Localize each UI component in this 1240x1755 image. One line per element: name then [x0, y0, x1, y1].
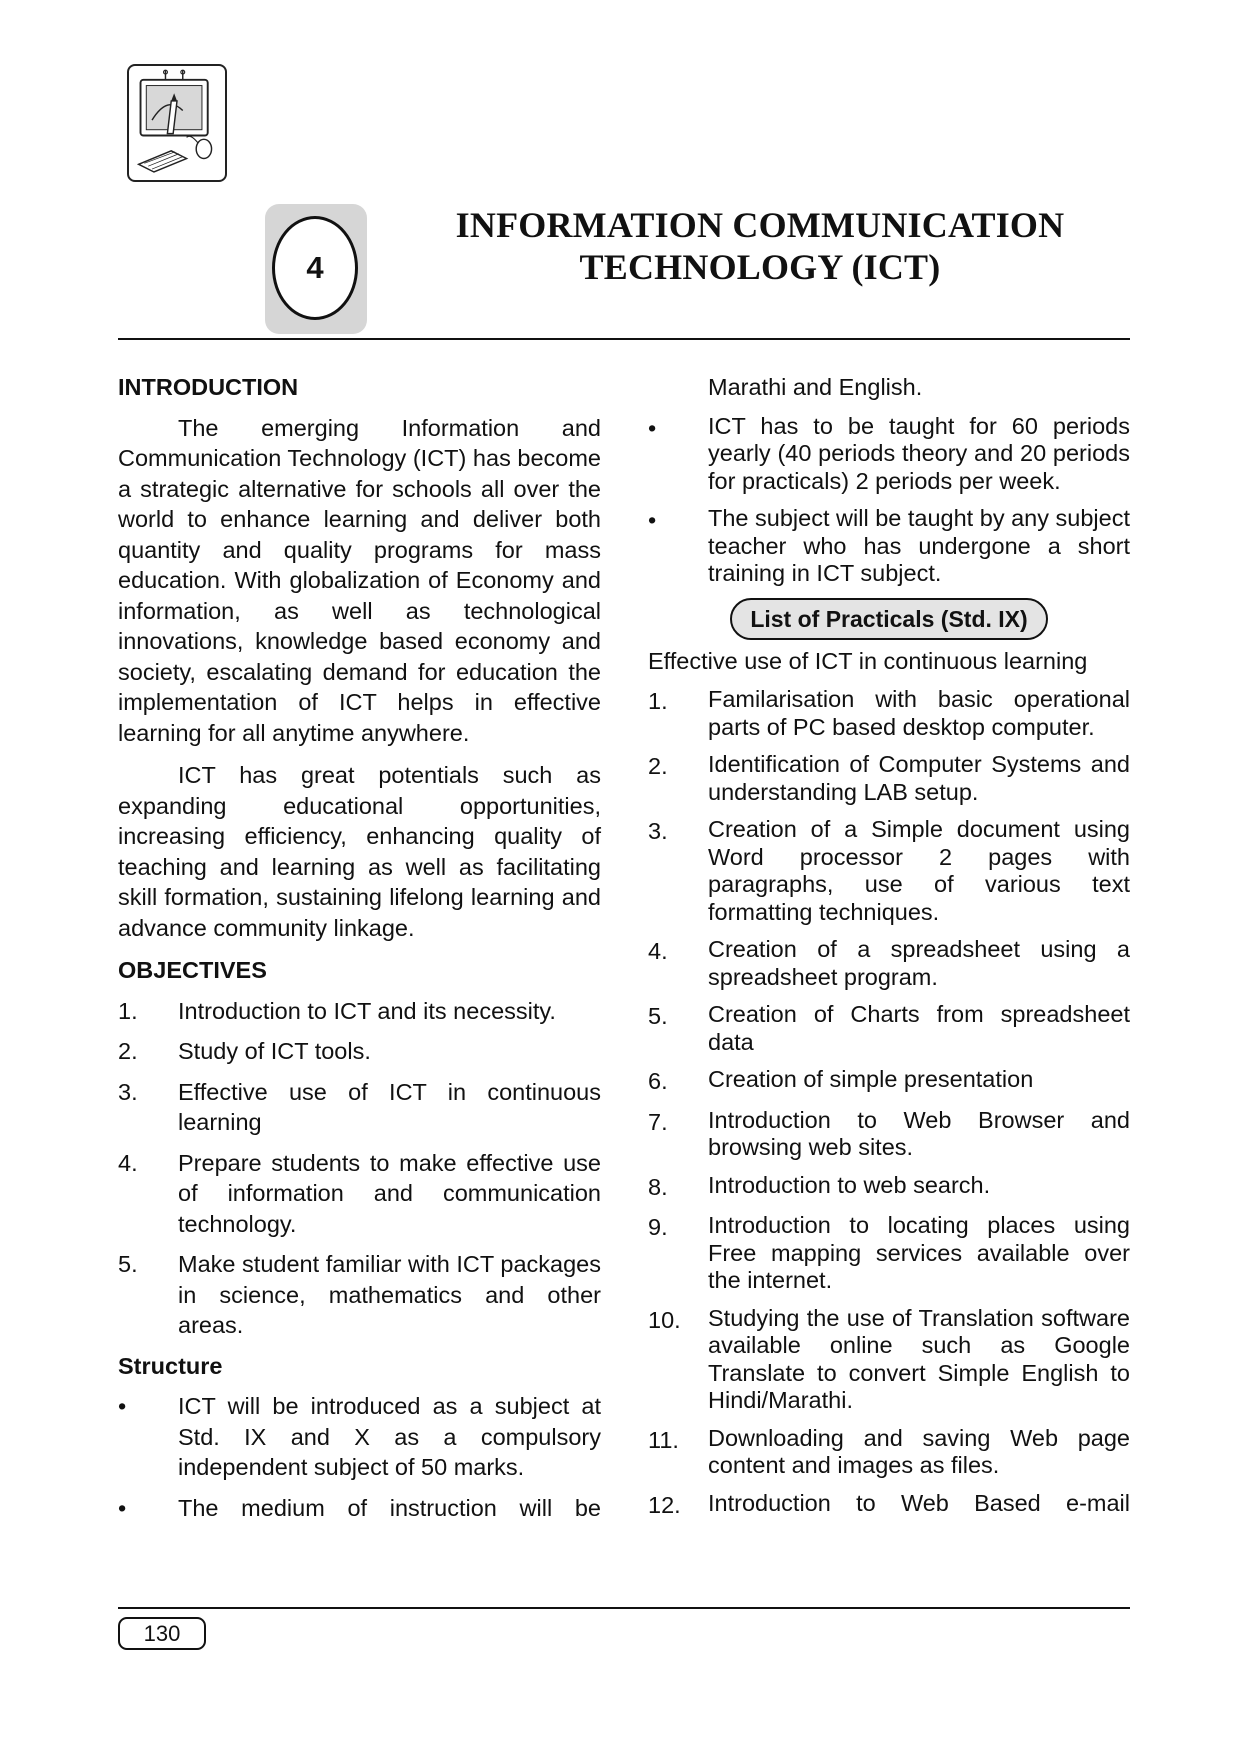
list-item — [648, 1172, 1130, 1203]
list-item-text: Study of ICT tools. — [178, 1038, 371, 1064]
chapter-title-line1: INFORMATION COMMUNICATION — [455, 205, 1065, 245]
list-item-text: Prepare students to make effective use of information and communication technology. — [178, 1149, 601, 1237]
chapter-title-line2: TECHNOLOGY (ICT) — [579, 247, 941, 287]
bullet: • — [648, 507, 657, 533]
list-item-text: Introduction to locating places using Free mapping services available over the internet. — [708, 1212, 1130, 1293]
bullet: • — [118, 1393, 127, 1419]
list-item-text: Identification of Computer Systems and understanding LAB setup. — [708, 751, 1130, 805]
chapter-number-box — [265, 204, 367, 334]
list-item-text: Make student familiar with ICT packages in science, mathematics and other areas. — [178, 1251, 601, 1338]
practicals-title-wrap — [648, 598, 1130, 640]
list-item-text: ICT will be introduced as a subject at Std. IX and X as a compulsory independent subject of 50 marks. — [178, 1393, 601, 1480]
list-item-text: Familarisation with basic operational parts of PC based desktop computer. — [708, 686, 1130, 740]
page-number: 130 — [118, 1617, 206, 1650]
structure-heading: Structure — [118, 1352, 223, 1379]
list-item — [648, 1425, 1130, 1480]
introduction-heading: INTRODUCTION — [118, 374, 299, 400]
list-item — [118, 1249, 601, 1341]
right-column — [648, 372, 1130, 1530]
list-item-text: Effective use of ICT in continuous learning — [178, 1078, 601, 1135]
list-item-text: The subject will be taught by any subject teacher who has undergone a short training in ICT subject. — [708, 505, 1130, 586]
list-item — [118, 1077, 601, 1138]
list-item — [648, 816, 1130, 926]
list-item-text: Creation of Charts from spreadsheet data — [708, 1001, 1130, 1055]
list-item — [648, 1107, 1130, 1162]
list-item-number: 11. — [648, 1426, 679, 1453]
list-item-number: 8. — [648, 1173, 668, 1200]
practicals-list — [648, 686, 1130, 1520]
list-item-text: Introduction to web search. — [708, 1171, 991, 1198]
list-item-text: Introduction to Web Browser and browsing web sites. — [708, 1106, 1130, 1160]
list-item-text: Creation of a spreadsheet using a spreadsheet program. — [708, 936, 1130, 990]
chapter-title — [420, 204, 1100, 288]
list-item-text: Introduction to Web Based e-mail — [708, 1489, 1130, 1516]
footer-rule — [118, 1607, 1130, 1609]
list-item-text: ICT has to be taught for 60 periods yearly (40 periods theory and 20 periods for practicals) 2 periods per week. — [708, 412, 1130, 494]
left-column — [118, 372, 601, 1533]
introduction-paragraph-1: The emerging Information and Communication Technology (ICT) has become a strategic alternative for schools all over the world to enhance learning and deliver both quantity and quality programs for mass education. With globalization of Economy and information, as well as technological innovations, knowledge based economy and society, escalating demand for education the implementation of ICT helps in effective learning for all anytime anywhere. — [118, 414, 601, 746]
bullet: • — [118, 1494, 127, 1521]
practicals-intro: Effective use of ICT in continuous learning — [648, 647, 1088, 674]
list-item — [648, 1305, 1130, 1415]
list-item — [648, 1066, 1130, 1097]
list-item — [648, 1001, 1130, 1056]
list-item-number: 12. — [648, 1491, 681, 1518]
list-item-number: 3. — [118, 1078, 138, 1105]
list-item-number: 1. — [648, 688, 668, 714]
bullet: • — [648, 414, 657, 441]
list-item — [648, 936, 1130, 991]
list-item-text: Studying the use of Translation software available online such as Google Translate to convert Simple English to Hindi/Marathi. — [708, 1304, 1130, 1413]
list-item-text: The medium of instruction will be — [178, 1494, 601, 1521]
list-item-number: 2. — [118, 1038, 138, 1064]
list-item — [118, 1493, 601, 1524]
list-item-number: 4. — [118, 1149, 138, 1176]
list-item-number: 5. — [118, 1251, 138, 1277]
objectives-list — [118, 996, 601, 1341]
list-item — [118, 1148, 601, 1240]
header-rule — [118, 338, 1130, 340]
chapter-number: 4 — [272, 216, 358, 320]
continued-text: Marathi and English. — [708, 374, 923, 400]
list-item-text: Downloading and saving Web page content and images as files. — [708, 1424, 1130, 1478]
list-item — [648, 1490, 1130, 1521]
list-item — [118, 1036, 601, 1067]
list-item-text: Creation of simple presentation — [708, 1066, 1034, 1092]
list-item — [118, 1391, 601, 1483]
list-item-number: 9. — [648, 1214, 668, 1240]
list-item-number: 3. — [648, 818, 668, 844]
chapter-logo-icon — [127, 64, 227, 182]
list-item-text: Introduction to ICT and its necessity. — [178, 997, 556, 1024]
list-item-number: 5. — [648, 1003, 668, 1029]
objectives-heading: OBJECTIVES — [118, 957, 267, 983]
list-item — [118, 996, 601, 1027]
list-item-number: 10. — [648, 1306, 681, 1333]
list-item — [648, 413, 1130, 496]
list-item-number: 2. — [648, 753, 668, 779]
list-item — [648, 1212, 1130, 1295]
list-item-number: 6. — [648, 1068, 668, 1094]
list-item — [648, 686, 1130, 741]
list-item-text: Creation of a Simple document using Word processor 2 pages with paragraphs, use of various text formatting techniques. — [708, 816, 1130, 925]
list-item-number: 4. — [648, 938, 668, 964]
introduction-paragraph-2: ICT has great potentials such as expanding educational opportunities, increasing efficiency, enhancing quality of teaching and learning as well as facilitating skill formation, sustaining lifelong learning and advance community linkage. — [118, 762, 601, 941]
practicals-title: List of Practicals (Std. IX) — [730, 598, 1047, 640]
structure-list — [118, 1391, 601, 1523]
list-item-number: 7. — [648, 1108, 668, 1135]
list-item — [648, 505, 1130, 588]
list-item — [648, 751, 1130, 806]
list-item-number: 1. — [118, 997, 138, 1024]
